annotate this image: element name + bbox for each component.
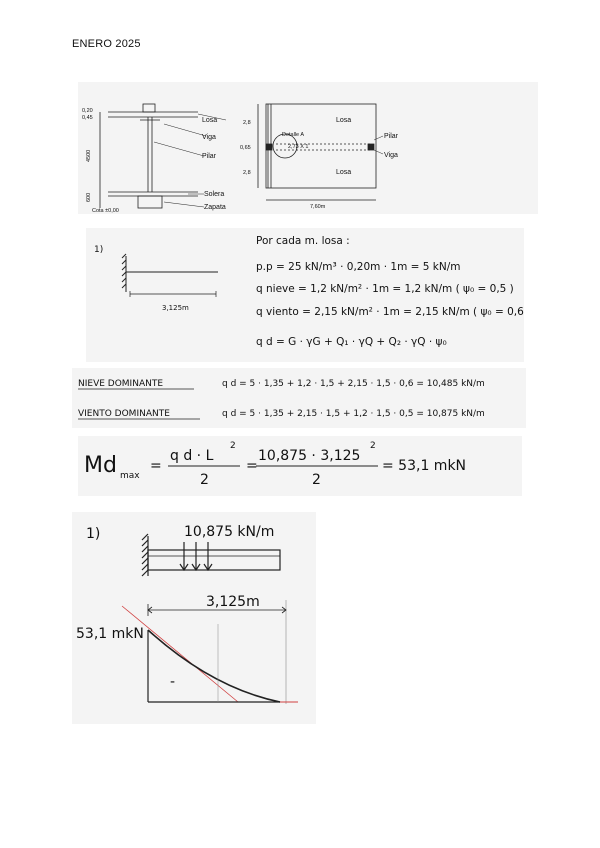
combinations-figure [72,368,526,428]
plan-dim-left1: 2,8 [243,120,251,126]
plan-label-pilar: Pilar [384,133,399,140]
loaded-beam [142,534,286,704]
combinations-panel [72,368,526,428]
moment-exp2: 2 [370,441,376,451]
plan-dim-bottom: 7,60m [310,204,326,210]
combo-label-viento: VIENTO DOMINANTE [78,409,170,419]
moment-diagram-panel [72,512,316,724]
plan-label-losa-bottom: Losa [336,169,352,176]
structure-drawings [78,82,538,214]
label-losa: Losa [202,117,218,124]
moment-curve [122,606,298,702]
plan-label-detalle: Detalle A [282,132,305,138]
moment-den1: 2 [200,472,209,488]
moment-formula [78,436,522,496]
plan-label-dims: 2,73 X 1 [288,144,309,150]
label-pilar: Pilar [202,153,217,160]
label-cota: Cota ±0,00 [92,208,119,214]
loads-line-viento: q viento = 2,15 kN/m² · 1m = 2,15 kN/m ( ψ₀ = 0,6 ) [256,306,524,318]
loads-line-qd: q d = G · γG + Q₁ · γQ + Q₂ · γQ · ψ₀ [256,336,447,348]
moment-den2: 2 [312,472,321,488]
cantilever-sketch [122,254,218,297]
moment-result: = 53,1 mkN [382,458,467,474]
combo-label-nieve: NIEVE DOMINANTE [78,379,164,389]
page-header-date: ENERO 2025 [72,38,141,50]
moment-formula-panel [78,436,522,496]
loads-case-label: 1) [94,245,104,255]
plan-dim-left3: 2,8 [243,170,251,176]
moment-eq: = [150,458,162,474]
label-viga: Viga [202,134,216,141]
moment-lhs: Md [84,453,117,478]
loads-panel [86,228,524,362]
moment-lhs-sub: max [120,471,140,481]
combo-formula-viento: q d = 5 · 1,35 + 2,15 · 1,5 + 1,2 · 1,5 · 0,5 = 10,875 kN/m [222,409,485,419]
loads-line-pp: p.p = 25 kN/m³ · 0,20m · 1m = 5 kN/m [256,261,461,273]
diagram-moment-value: 53,1 mkN [76,626,144,642]
loads-heading: Por cada m. losa : [256,235,350,247]
dim-mid: 4500 [86,149,92,162]
structure-drawings-panel [78,82,538,214]
moment-diagram [72,512,316,724]
label-solera: Solera [204,191,225,198]
dim-top1: 0,20 [82,108,93,114]
moment-num2: 10,875 · 3,125 [258,448,361,464]
diagram-span: 3,125m [206,594,260,610]
combo-formula-nieve: q d = 5 · 1,35 + 1,2 · 1,5 + 2,15 · 1,5 · 0,6 = 10,485 kN/m [222,379,485,389]
label-zapata: Zapata [204,204,226,211]
moment-num1: q d · L [170,448,214,464]
loads-figure [86,228,524,362]
moment-exp1: 2 [230,441,236,451]
diagram-sign: - [170,674,176,690]
loads-line-nieve: q nieve = 1,2 kN/m² · 1m = 1,2 kN/m ( ψ₀ = 0,5 ) [256,283,514,295]
plan-label-losa-top: Losa [336,117,352,124]
plan-view [258,104,383,200]
moment-eq2: = [246,458,258,474]
diagram-case-label: 1) [86,526,101,542]
dim-top2: 0,45 [82,115,93,121]
plan-label-viga: Viga [384,152,398,159]
plan-dim-left2: 0,65 [240,145,251,151]
diagram-load: 10,875 kN/m [184,524,275,540]
loads-span: 3,125m [162,304,189,312]
dim-bot: 600 [86,192,92,202]
